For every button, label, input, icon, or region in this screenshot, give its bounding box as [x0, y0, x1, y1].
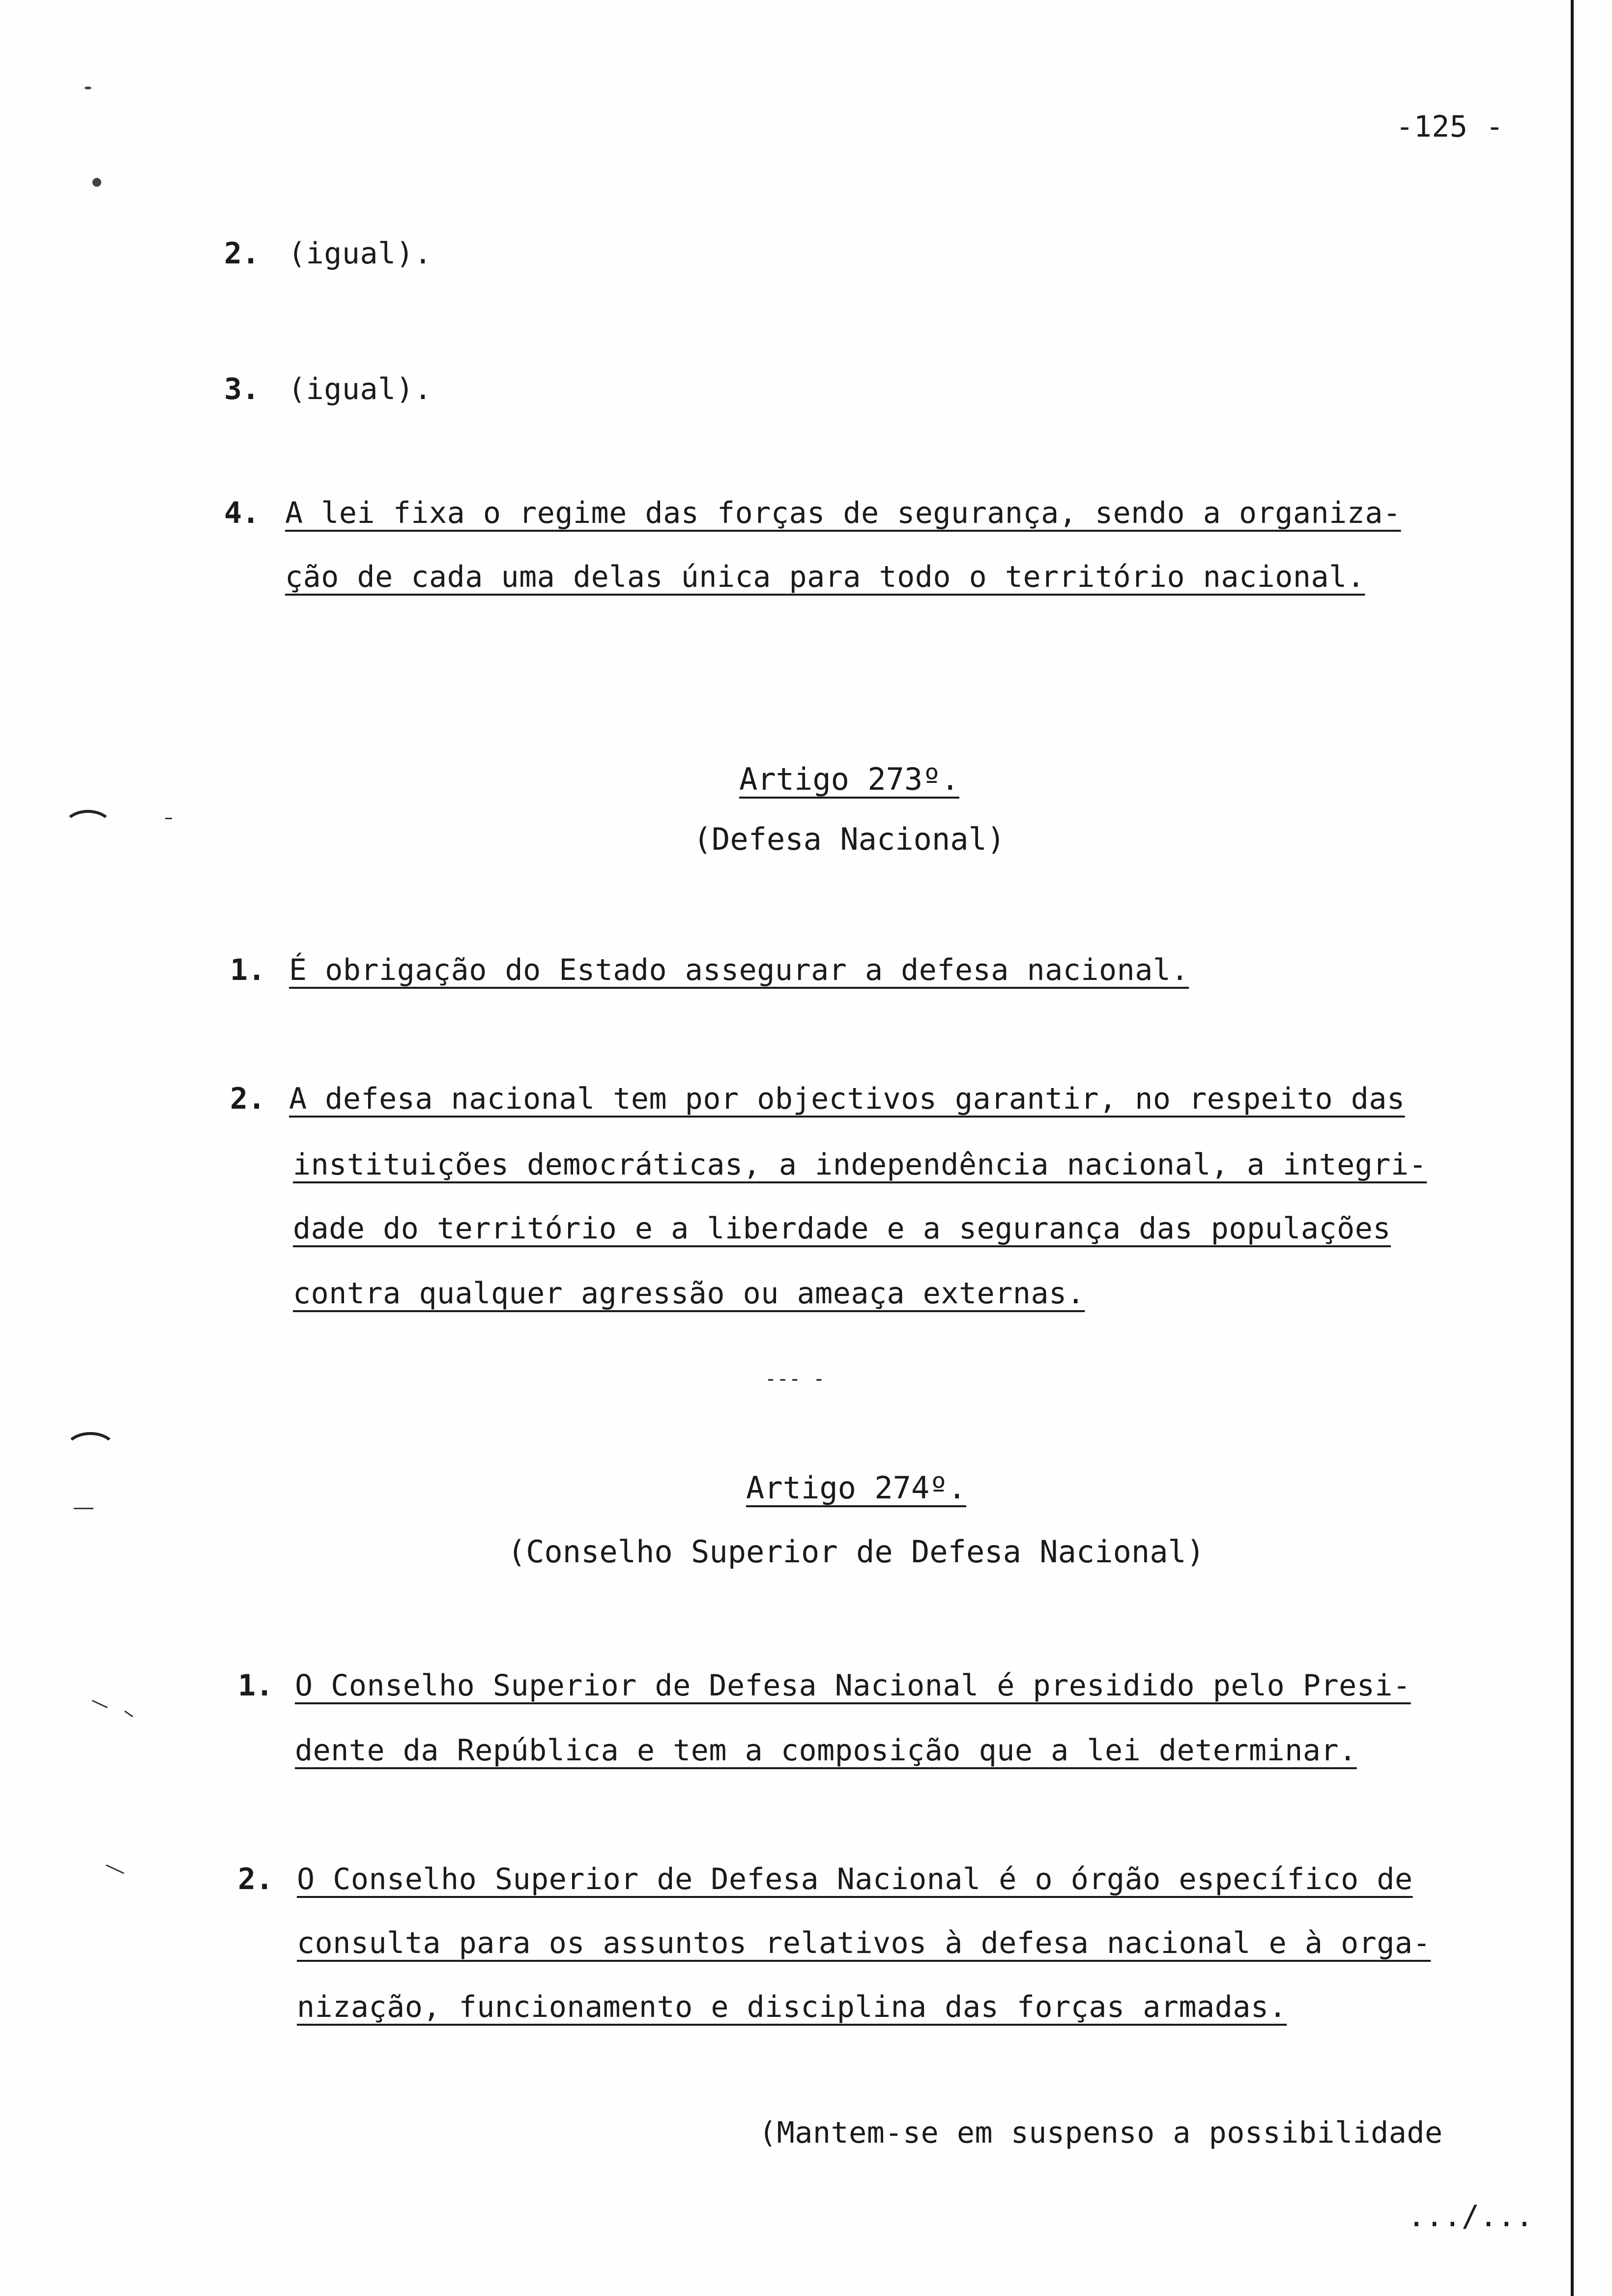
item-text-line: instituições democráticas, a independência nacional, a integri- — [293, 1148, 1427, 1182]
item-text-line: dente da República e tem a composição que a lei determinar. — [295, 1733, 1357, 1768]
item-text-line: nização, funcionamento e disciplina das forças armadas. — [297, 1990, 1287, 2024]
scan-dash-mark — [92, 1700, 108, 1708]
right-margin-rule — [1571, 0, 1574, 2296]
item-text-line: dade do território e a liberdade e a segurança das populações — [293, 1211, 1391, 1246]
item-number: 1. — [230, 953, 266, 987]
item-text: (igual). — [288, 236, 432, 271]
item-text-line: É obrigação do Estado assegurar a defesa nacional. — [289, 953, 1189, 987]
item-number: 2. — [238, 1862, 274, 1896]
page-number: -125 - — [1396, 110, 1504, 144]
item-number: 1. — [238, 1668, 274, 1703]
article-title: Artigo 274º. — [746, 1470, 966, 1506]
item-text: (igual). — [288, 372, 432, 406]
scan-speck — [85, 86, 91, 89]
item-number: 3. — [224, 372, 260, 406]
item-number: 2. — [230, 1082, 266, 1116]
footnote-text: (Mantem-se em suspenso a possibilidade — [759, 2116, 1443, 2150]
article-title: Artigo 273º. — [739, 761, 959, 797]
item-number: 2. — [224, 236, 260, 271]
scan-dash-mark — [165, 818, 172, 819]
article-subtitle: (Defesa Nacional) — [693, 821, 1006, 857]
scan-dash-mark — [124, 1711, 133, 1718]
item-text-line: ção de cada uma delas única para todo o território nacional. — [285, 560, 1365, 594]
item-text-line: consulta para os assuntos relativos à defesa nacional e à orga- — [297, 1926, 1431, 1960]
scan-arc-mark — [64, 1432, 117, 1469]
continuation-mark: .../... — [1408, 2199, 1534, 2234]
item-text-line: O Conselho Superior de Defesa Nacional é presidido pelo Presi- — [295, 1668, 1411, 1703]
item-text-line: O Conselho Superior de Defesa Nacional é o órgão específico de — [297, 1862, 1413, 1896]
item-text-line: A lei fixa o regime das forças de segurança, sendo a organiza- — [285, 496, 1401, 530]
scan-dash-mark — [106, 1865, 124, 1874]
scan-dash-mark — [74, 1508, 93, 1509]
section-separator: --- - — [765, 1368, 825, 1390]
item-text-line: A defesa nacional tem por objectivos garantir, no respeito das — [289, 1082, 1405, 1116]
item-number: 4. — [224, 496, 260, 530]
scan-speck — [92, 178, 101, 187]
article-subtitle: (Conselho Superior de Defesa Nacional) — [507, 1534, 1205, 1570]
item-text-line: contra qualquer agressão ou ameaça externas. — [293, 1276, 1085, 1311]
